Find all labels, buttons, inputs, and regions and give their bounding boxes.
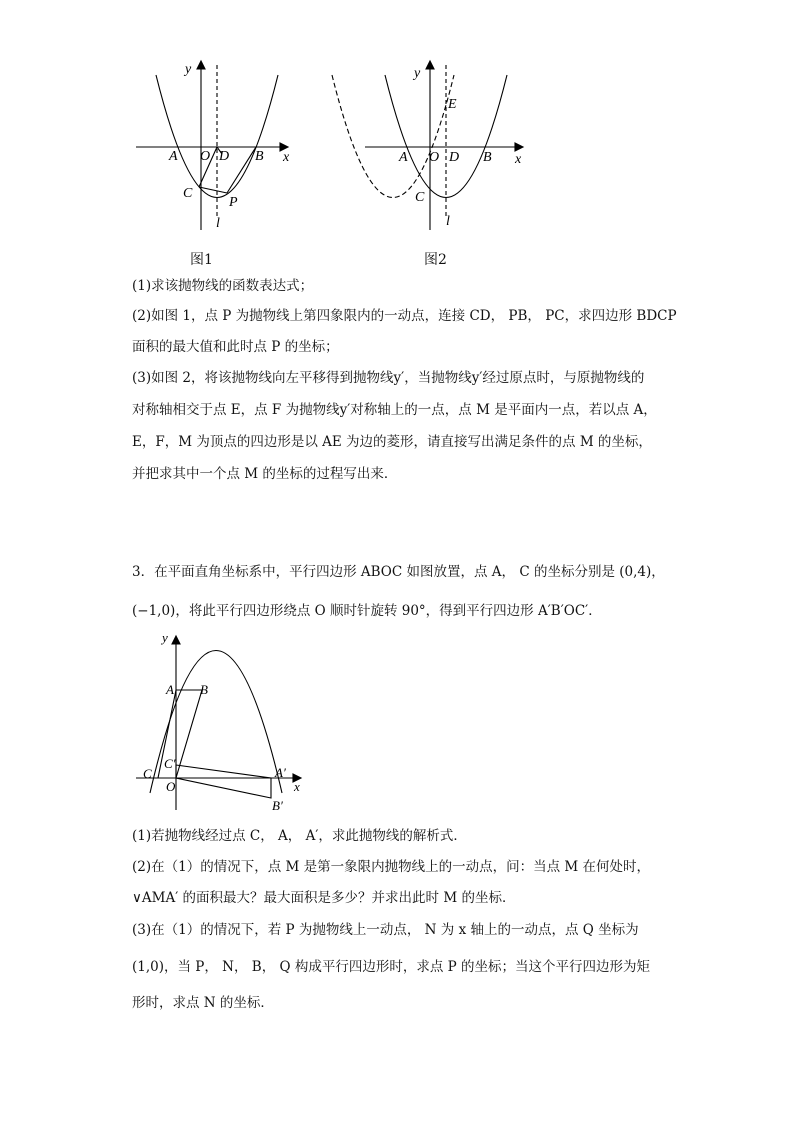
fig2-label-b: B	[483, 150, 492, 165]
fig3-label-b-prime: B′	[272, 798, 283, 813]
fig1-segment-cp	[199, 187, 227, 193]
fig1-label-c: C	[183, 186, 193, 201]
fig1-label-y: y	[185, 62, 192, 77]
fig3-label-a: A	[166, 682, 174, 697]
p3-intro-line-1: 3．在平面直角坐标系中，平行四边形 ABOC 如图放置，点 A， C 的坐标分别是 (0,4)，	[132, 564, 665, 580]
fig2-label-l: l	[446, 214, 450, 229]
fig2-shifted-parabola	[332, 75, 454, 198]
fig3-parallelogram-rotated	[176, 765, 271, 798]
p2-question-3-line-2: 对称轴相交于点 E，点 F 为抛物线y′对称轴上的一点，点 M 是平面内一点，若以点 A，	[132, 402, 657, 418]
p3-question-3-line-1: (3)在（1）的情况下，若 P 为抛物线上一动点， N 为 x 轴上的一动点，点 Q 坐标为	[132, 922, 639, 938]
fig1-label-a: A	[169, 149, 178, 164]
fig2-y-arrow	[426, 61, 434, 69]
fig3-label-b: B	[200, 682, 208, 697]
fig3-label-c: C	[143, 766, 152, 781]
fig3-label-a-prime: A′	[275, 765, 286, 780]
fig2-label-e: E	[448, 97, 457, 112]
figure-3	[130, 628, 310, 818]
fig2-label-c: C	[415, 190, 425, 205]
fig2-label-y: y	[414, 66, 421, 81]
fig1-label-b: B	[255, 149, 264, 164]
fig3-label-o: O	[166, 779, 176, 794]
p2-question-2-line-1: (2)如图 1，点 P 为抛物线上第四象限内的一动点，连接 CD， PB， PC，求四边形 BDCP	[132, 308, 677, 324]
p2-question-1: (1)求该抛物线的函数表达式；	[132, 278, 314, 294]
fig1-label-x: x	[283, 150, 290, 165]
figure-2	[325, 55, 530, 235]
p3-question-1: (1)若抛物线经过点 C， A， A′，求此抛物线的解析式．	[132, 828, 467, 844]
figure-1-caption: 图1	[190, 252, 213, 268]
fig1-y-arrow	[197, 61, 205, 69]
p3-intro-line-2: (−1,0)，将此平行四边形绕点 O 顺时针旋转 90°，得到平行四边形 A′B′OC′．	[132, 603, 602, 619]
fig1-segment-pb	[227, 147, 256, 193]
p2-question-3-line-1: (3)如图 2，将该抛物线向左平移得到抛物线y′，当抛物线y′经过原点时，与原抛物线的	[132, 370, 645, 386]
p3-question-3-line-3: 形时，求点 N 的坐标．	[132, 995, 274, 1011]
p2-question-2-line-2: 面积的最大值和此时点 P 的坐标；	[132, 339, 339, 355]
fig3-y-arrow	[172, 636, 180, 644]
fig2-label-d: D	[449, 150, 460, 165]
p2-question-3-line-3: E，F，M 为顶点的四边形是以 AE 为边的菱形，请直接写出满足条件的点 M 的坐标，	[132, 434, 652, 450]
fig2-label-a: A	[399, 150, 408, 165]
figure-1	[130, 55, 305, 235]
fig3-label-x: x	[294, 779, 300, 794]
fig1-label-p: P	[229, 195, 238, 210]
fig2-x-arrow	[515, 143, 523, 151]
fig3-label-c-prime: C′	[164, 756, 176, 771]
fig1-label-d: D	[219, 149, 230, 164]
fig2-label-x: x	[515, 152, 522, 167]
fig2-label-o: O	[429, 150, 440, 165]
p3-question-2-line-2: ∨AMA′ 的面积最大？最大面积是多少？并求出此时 M 的坐标．	[132, 890, 516, 906]
fig1-label-o: O	[200, 149, 211, 164]
p3-question-2-line-1: (2)在（1）的情况下，点 M 是第一象限内抛物线上的一动点，问：当点 M 在何处时，	[132, 859, 651, 875]
fig1-label-l: l	[216, 216, 220, 231]
figure-2-caption: 图2	[424, 252, 447, 268]
p3-question-3-line-2: (1,0)，当 P， N， B， Q 构成平行四边形时，求点 P 的坐标；当这个平行四边形为矩	[132, 959, 651, 975]
fig3-label-y: y	[162, 630, 168, 645]
p2-question-3-line-4: 并把求其中一个点 M 的坐标的过程写出来．	[132, 466, 398, 482]
